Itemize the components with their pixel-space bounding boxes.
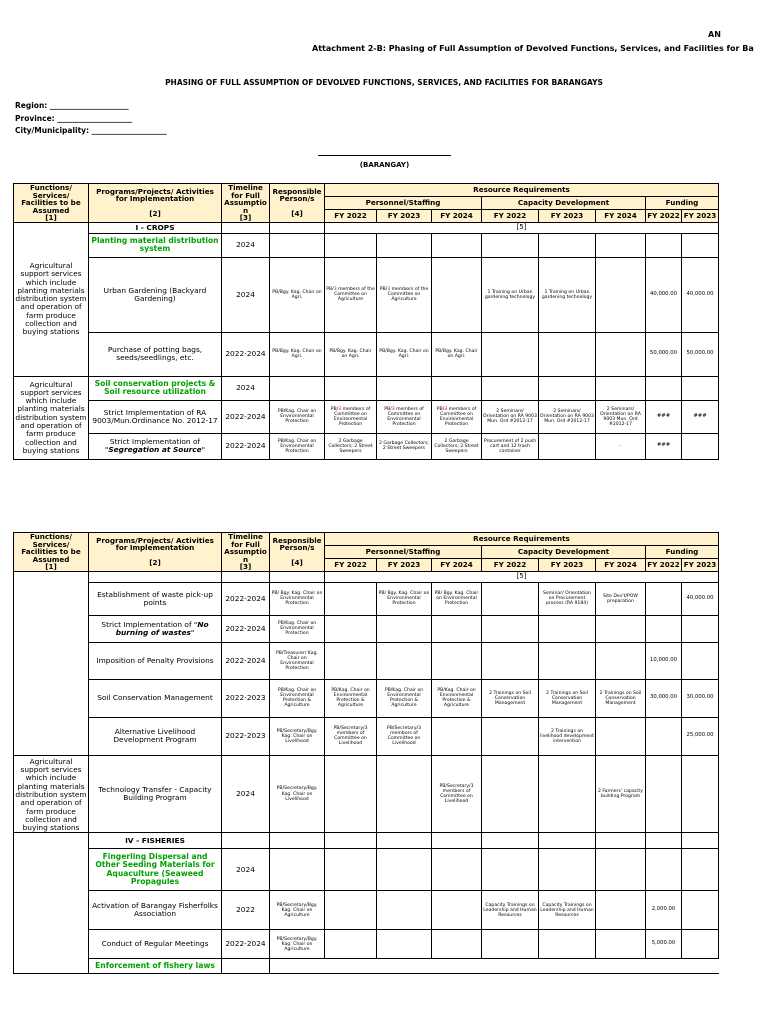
- capacity-2022: Capacity Trainings on Leadership and Human Resources: [482, 891, 539, 930]
- funding-2023: 50,000.00: [682, 332, 719, 376]
- fy-header: FY 2024: [596, 558, 646, 571]
- capacity-2022: 2 Trainings on Soil Conservation Management: [482, 679, 539, 717]
- table-row: [14, 332, 719, 376]
- capacity-2023: Seminar/ Orientation on Procurement process (RA 9184): [539, 582, 596, 615]
- timeline: 2022: [222, 891, 270, 930]
- capacity-2024: -: [596, 433, 646, 459]
- responsible: PB/Kag. Chair on Environmental Protection: [270, 615, 325, 642]
- personnel-2023: PB/Kag. Chair on Environmental Protection & Agriculture: [377, 679, 432, 717]
- col-5-number: [5]: [325, 571, 719, 582]
- program-soil-conservation: Soil conservation projects & Soil resource utilization: [89, 376, 222, 400]
- fy-header: FY 2022: [482, 209, 539, 222]
- fy-header: FY 2024: [432, 558, 482, 571]
- responsible: PB/Secretary/Bgy. Kag. Chair on Livelihood: [270, 717, 325, 755]
- page-title: PHASING OF FULL ASSUMPTION OF DEVOLVED FUNCTIONS, SERVICES, AND FACILITIES FOR BARANGAYS: [165, 78, 603, 87]
- responsible: PB/Bgy. Kag. Chair on Agri.: [270, 332, 325, 376]
- responsible: PB/Bgy. Kag. Chair on Agri.: [270, 257, 325, 332]
- funding-header: Funding: [646, 545, 719, 558]
- funding-2023: 25,000.00: [682, 717, 719, 755]
- capacity-2024: 2 Farmers' capacity building Program: [596, 755, 646, 833]
- table-row: [14, 959, 719, 974]
- funding-2022: 30,000.00: [646, 679, 682, 717]
- region-field: Region: _____________________: [15, 101, 129, 110]
- timeline: 2022-2024: [222, 332, 270, 376]
- section-fisheries: IV - FISHERIES: [89, 833, 222, 849]
- personnel-2022: PB/Secretary/3 members of Committee on Livelihood: [325, 717, 377, 755]
- funding-2022: 50,000.00: [646, 332, 682, 376]
- city-field: City/Municipality: ____________________: [15, 126, 167, 135]
- personnel-2022: PB/Bgy. Kag. Chair on Agri.: [325, 332, 377, 376]
- col-programs-header: Programs/Projects/ Activities for Implementation [2]: [89, 533, 222, 572]
- capacity-2023: 2 Trainings on Soil Conservation Management: [539, 679, 596, 717]
- funding-2022: 40,000.00: [646, 257, 682, 332]
- funding-2023: ###: [682, 400, 719, 433]
- responsible: PB/Secretary/Bgy. Kag. Chair on Agriculture: [270, 891, 325, 930]
- personnel-2024: PB/Bgy. Kag. Chair on Agri.: [432, 332, 482, 376]
- program-soil-management: Soil Conservation Management: [89, 679, 222, 717]
- table-row: [14, 849, 719, 891]
- personnel-2023: 2 Garbage Collectors; 2 Street Sweepers: [377, 433, 432, 459]
- funding-2022: 5,000.00: [646, 930, 682, 959]
- capacity-2023: 1 Training on Urban gardening technology: [539, 257, 596, 332]
- fy-header: FY 2022: [646, 558, 682, 571]
- timeline: 2022-2024: [222, 642, 270, 679]
- responsible: PB/Kag. Chair on Environmental Protection: [270, 433, 325, 459]
- timeline: 2022-2024: [222, 582, 270, 615]
- table-row: [14, 891, 719, 930]
- fy-header: FY 2023: [539, 209, 596, 222]
- responsible: PB/Treasurer/ Kag. Chair on Environmental Protection: [270, 642, 325, 679]
- timeline: 2022-2024: [222, 433, 270, 459]
- personnel-2023: PB/3 members of Committee on Environmental Protection: [377, 400, 432, 433]
- function-agri-3: Agricultural support services which include planting materials distribution system and operation of farm produce collection and buying stations: [15, 756, 87, 833]
- personnel-2022: PB/3 members of Committee on Environmental Protection: [325, 400, 377, 433]
- program-planting: Planting material distribution system: [89, 233, 222, 257]
- fy-header: FY 2024: [596, 209, 646, 222]
- fy-header: FY 2023: [682, 558, 719, 571]
- funding-2023: 30,000.00: [682, 679, 719, 717]
- function-agri-1: Agricultural support services which include planting materials distribution system and operation of farm produce collection and buying stations: [14, 222, 89, 376]
- personnel-2023: PB/Secretary/3 members of Committee on Livelihood: [377, 717, 432, 755]
- capacity-header: Capacity Development: [482, 196, 646, 209]
- fy-header: FY 2023: [539, 558, 596, 571]
- personnel-header: Personnel/Staffing: [325, 545, 482, 558]
- program-tech-transfer: Technology Transfer - Capacity Building Program: [89, 755, 222, 833]
- program-alt-livelihood: Alternative Livelihood Development Program: [89, 717, 222, 755]
- timeline: 2024: [222, 233, 270, 257]
- table-row: [14, 400, 719, 433]
- funding-2022: 2,000.00: [646, 891, 682, 930]
- table-row: [14, 930, 719, 959]
- function-agri-2: Agricultural support services which include planting materials distribution system and operation of farm produce collection and buying stations: [14, 376, 89, 459]
- annex-label: AN: [708, 30, 721, 39]
- program-fingerling: Fingerling Dispersal and Other Seeding Materials for Aquaculture (Seaweed Propagules: [89, 849, 222, 891]
- col-5-number: [5]: [325, 222, 719, 233]
- table-row: [14, 615, 719, 642]
- capacity-2022: 2 Seminars/ Orientation on RA 9003 Mun. Ord #2012-17: [482, 400, 539, 433]
- program-ra9003: Strict Implementation of RA 9003/Mun.Ordinance No. 2012-17: [89, 400, 222, 433]
- col-functions-header: Functions/ Services/ Facilities to be Assumed [1]: [14, 533, 89, 572]
- phasing-table-1: [13, 183, 719, 460]
- personnel-2022: PB/Kag. Chair on Environmental Protection & Agriculture: [325, 679, 377, 717]
- personnel-2024: PB/Secretary/3 members of Committee on Livelihood: [432, 755, 482, 833]
- resource-requirements-header: Resource Requirements: [325, 184, 719, 197]
- resource-requirements-header: Resource Requirements: [325, 533, 719, 546]
- personnel-2024: PB/Kag. Chair on Environmental Protection & Agriculture: [432, 679, 482, 717]
- table-row: [14, 433, 719, 459]
- fy-header: FY 2022: [482, 558, 539, 571]
- program-fisherfolk: Activation of Barangay Fisherfolks Association: [89, 891, 222, 930]
- table-row: [14, 717, 719, 755]
- program-enforcement: Enforcement of fishery laws: [89, 959, 222, 974]
- timeline: 2022-2024: [222, 615, 270, 642]
- fy-header: FY 2023: [377, 558, 432, 571]
- province-field: Province: ____________________: [15, 114, 133, 123]
- col-timeline-header: Timeline for Full Assumptio n [3]: [222, 184, 270, 223]
- col-responsible-header: Responsible Person/s [4]: [270, 184, 325, 223]
- table-row: [14, 233, 719, 257]
- responsible: PB/Kag. Chair on Environmental Protection: [270, 400, 325, 433]
- capacity-2023: 2 Seminars/ Orientation on RA 9003 Mun. Ord #2012-17: [539, 400, 596, 433]
- barangay-line: [318, 155, 451, 156]
- program-urban-gardening: Urban Gardening (Backyard Gardening): [89, 257, 222, 332]
- fy-header: FY 2023: [377, 209, 432, 222]
- function-blank: [14, 833, 89, 974]
- personnel-2024: PB/3 members of Committee on Environmental Protection: [432, 400, 482, 433]
- program-no-burning: Strict Implementation of "No burning of wastes": [89, 615, 222, 642]
- responsible: PB/ Bgy. Kag. Chair on Environmental Protection: [270, 582, 325, 615]
- fy-header: FY 2023: [682, 209, 719, 222]
- timeline: 2022-2023: [222, 717, 270, 755]
- personnel-2023: PB/Bgy. Kag. Chair on Agri.: [377, 332, 432, 376]
- table-row: [14, 755, 719, 833]
- responsible: PB/Secretary/Bgy. Kag. Chair on Agriculture: [270, 930, 325, 959]
- funding-2022: ###: [646, 400, 682, 433]
- timeline: 2022-2023: [222, 679, 270, 717]
- capacity-header: Capacity Development: [482, 545, 646, 558]
- table-row: [14, 376, 719, 400]
- personnel-2023: PB/3 members of the Committee on Agriculture: [377, 257, 432, 332]
- phasing-table-2: [13, 532, 719, 974]
- timeline: 2022-2024: [222, 930, 270, 959]
- program-waste-pickup: Establishment of waste pick-up points: [89, 582, 222, 615]
- responsible: PB/Kag. Chair on Environmental Protection & Agriculture: [270, 679, 325, 717]
- table-row: [14, 833, 719, 849]
- col-programs-header: Programs/Projects/ Activities for Implementation [2]: [89, 184, 222, 223]
- program-segregation: Strict Implementation of "Segregation at Source": [89, 433, 222, 459]
- table-row: [14, 257, 719, 332]
- program-penalty: Imposition of Penalty Provisions: [89, 642, 222, 679]
- funding-header: Funding: [646, 196, 719, 209]
- capacity-2024: 2 Trainings on Soil Conservation Management: [596, 679, 646, 717]
- fy-header: FY 2024: [432, 209, 482, 222]
- attachment-title: Attachment 2-B: Phasing of Full Assumption of Devolved Functions, Services, and Facilities for Ba: [312, 44, 754, 53]
- timeline: 2024: [222, 376, 270, 400]
- program-potting-bags: Purchase of potting bags, seeds/seedlings, etc.: [89, 332, 222, 376]
- responsible: PB/Secretary/Bgy. Kag. Chair on Livelihood: [270, 755, 325, 833]
- funding-2023: 40,000.00: [682, 257, 719, 332]
- function-blank: [14, 571, 89, 755]
- timeline: 2024: [222, 849, 270, 891]
- timeline: 2022-2024: [222, 400, 270, 433]
- table-row: [14, 642, 719, 679]
- program-meetings: Conduct of Regular Meetings: [89, 930, 222, 959]
- col-functions-header: Functions/ Services/ Facilities to be Assumed [1]: [14, 184, 89, 223]
- fy-header: FY 2022: [646, 209, 682, 222]
- col-responsible-header: Responsible Person/s [4]: [270, 533, 325, 572]
- capacity-2022: Procurement of 2 push cart and 12 trash container: [482, 433, 539, 459]
- barangay-label: (BARANGAY): [359, 161, 410, 169]
- capacity-2023: 2 Trainings on livelihood development intervention: [539, 717, 596, 755]
- funding-2022: 10,000.00: [646, 642, 682, 679]
- table-row: [14, 679, 719, 717]
- personnel-2022: 2 Garbage Collectors; 2 Street Sweepers: [325, 433, 377, 459]
- table-row: [14, 582, 719, 615]
- section-crops: I - CROPS: [89, 222, 222, 233]
- personnel-header: Personnel/Staffing: [325, 196, 482, 209]
- col-timeline-header: Timeline for Full Assumptio n [3]: [222, 533, 270, 572]
- personnel-2024: PB/ Bgy. Kag. Chair on Environmental Protection: [432, 582, 482, 615]
- personnel-2022: PB/3 members of the Committee on Agriculture: [325, 257, 377, 332]
- personnel-2024: 2 Garbage Collectors; 2 Street Sweepers: [432, 433, 482, 459]
- personnel-2023: PB/ Bgy. Kag. Chair on Environmental Protection: [377, 582, 432, 615]
- funding-2023: 40,000.00: [682, 582, 719, 615]
- fy-header: FY 2022: [325, 558, 377, 571]
- capacity-2023: Capacity Trainings on Leadership and Human Resources: [539, 891, 596, 930]
- funding-2022: ###: [646, 433, 682, 459]
- timeline: 2024: [222, 755, 270, 833]
- timeline: 2024: [222, 257, 270, 332]
- capacity-2024: 2 Seminars/ Orientation on RA 9003 Mun. Ord #2012-17: [596, 400, 646, 433]
- fy-header: FY 2022: [325, 209, 377, 222]
- capacity-2022: 1 Training on Urban gardening technology: [482, 257, 539, 332]
- capacity-2024: Site Dev't/POW preparation: [596, 582, 646, 615]
